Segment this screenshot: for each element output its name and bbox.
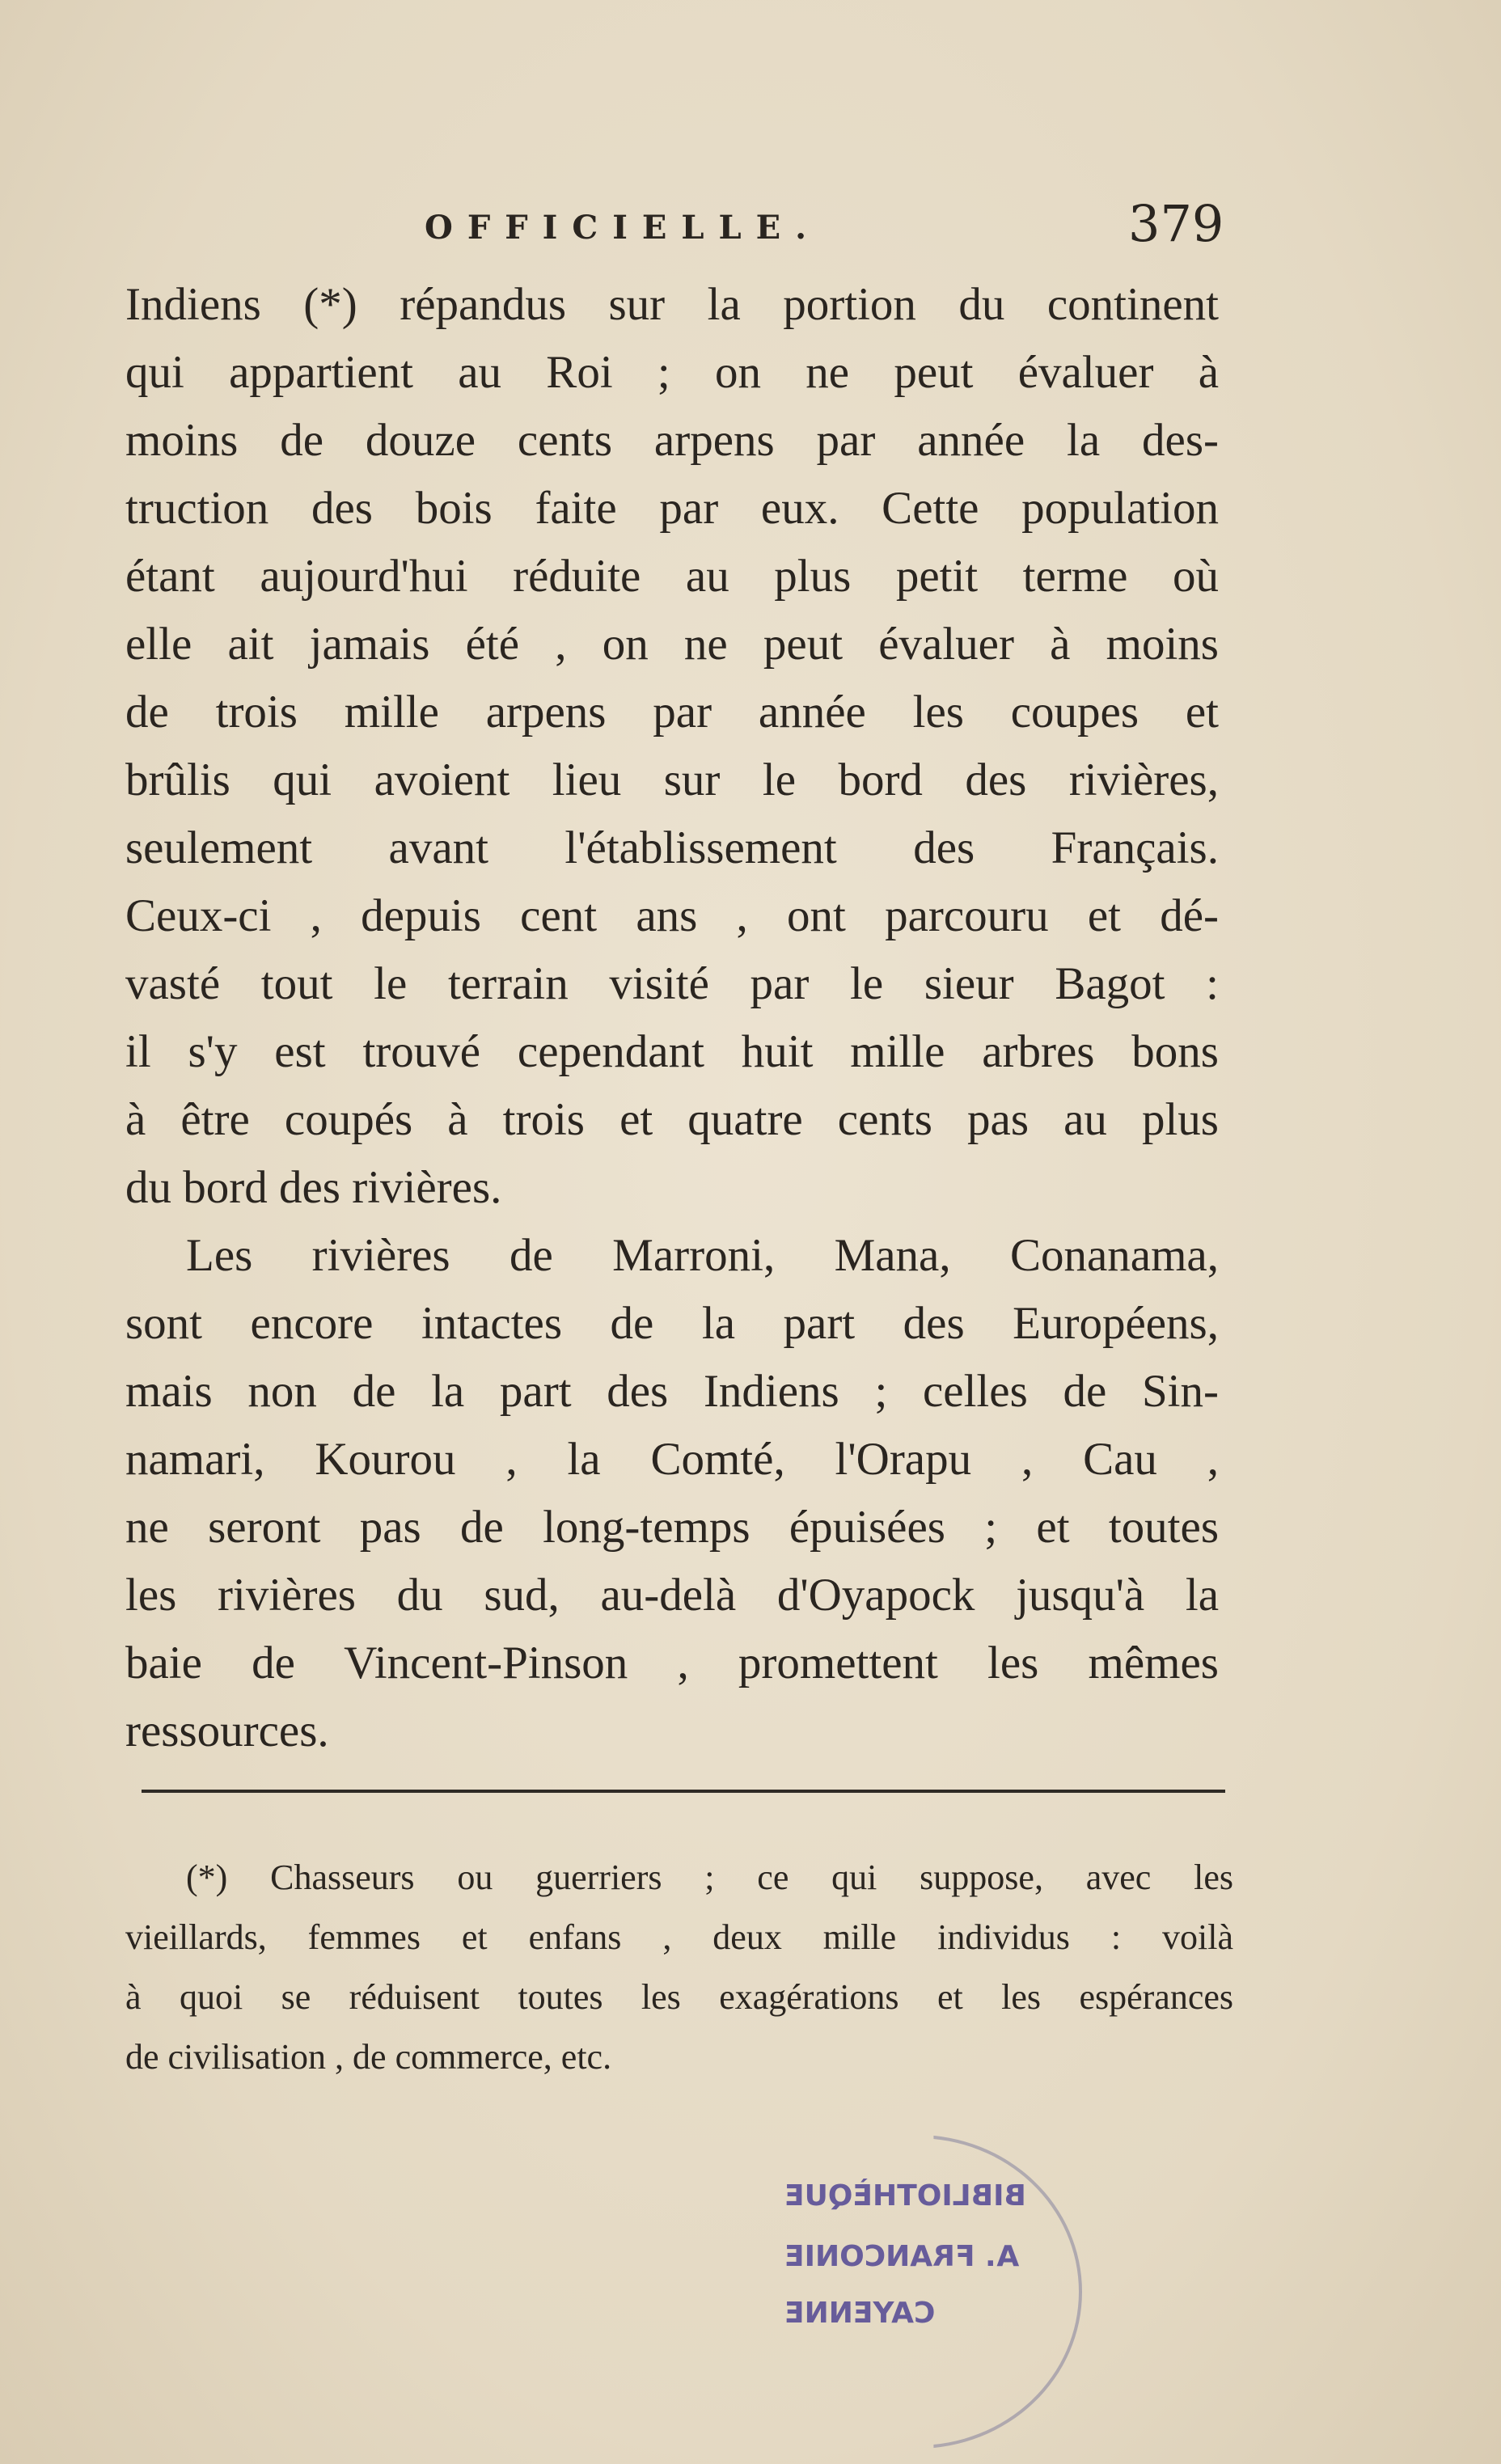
text-line: du bord des rivières. (125, 1162, 502, 1213)
text-line: Ceux-ci , depuis cent ans , ont parcouru et dé- (125, 890, 1219, 941)
text-line: qui appartient au Roi ; on ne peut évaluer à (125, 347, 1219, 398)
page-header (125, 194, 1224, 259)
stamp-line: CAYENNE (784, 2297, 936, 2330)
text-line: mais non de la part des Indiens ; celles de Sin- (125, 1366, 1219, 1417)
text-line: à être coupés à trois et quatre cents pas au plus (125, 1094, 1219, 1145)
footnote-line: vieillards, femmes et enfans , deux mille individus : voilà (125, 1917, 1233, 1957)
text-line: baie de Vincent-Pinson , promettent les mêmes (125, 1638, 1219, 1688)
footnote-line: (*) Chasseurs ou guerriers ; ce qui suppose, avec les (186, 1858, 1233, 1897)
text-line: il s'y est trouvé cependant huit mille arbres bons (125, 1026, 1219, 1077)
body-text (125, 271, 1219, 1765)
stamp-line: A. FRANCONIE (784, 2240, 1020, 2273)
stamp-line: BIBLIOTHÈQUE (784, 2179, 1026, 2213)
footnote-rule (142, 1790, 1225, 1793)
text-line: de trois mille arpens par année les coupes et (125, 687, 1219, 738)
text-line: moins de douze cents arpens par année la des- (125, 415, 1219, 466)
text-line: Indiens (*) répandus sur la portion du continent (125, 279, 1219, 330)
text-line: elle ait jamais été , on ne peut évaluer à moins (125, 619, 1219, 670)
page-number: 379 (1128, 194, 1224, 253)
footnote (125, 1848, 1233, 2087)
text-line: Les rivières de Marroni, Mana, Conanama, (186, 1230, 1219, 1281)
text-line: vasté tout le terrain visité par le sieur Bagot : (125, 958, 1219, 1009)
text-line: seulement avant l'établissement des Français. (125, 822, 1219, 873)
footnote-line: à quoi se réduisent toutes les exagérations et les espérances (125, 1977, 1233, 2017)
text-line: étant aujourd'hui réduite au plus petit terme où (125, 551, 1219, 602)
text-line: les rivières du sud, au-delà d'Oyapock jusqu'à la (125, 1570, 1219, 1621)
running-title: OFFICIELLE. (425, 209, 822, 247)
library-stamp-bleedthrough (752, 2135, 1092, 2426)
text-line: brûlis qui avoient lieu sur le bord des rivières, (125, 754, 1219, 805)
footnote-line: de civilisation , de commerce, etc. (125, 2037, 612, 2077)
text-line: namari, Kourou , la Comté, l'Orapu , Cau , (125, 1434, 1219, 1485)
text-line: ressources. (125, 1705, 329, 1756)
text-line: sont encore intactes de la part des Européens, (125, 1298, 1219, 1349)
text-line: ne seront pas de long-temps épuisées ; et toutes (125, 1502, 1219, 1553)
text-line: truction des bois faite par eux. Cette population (125, 483, 1219, 534)
